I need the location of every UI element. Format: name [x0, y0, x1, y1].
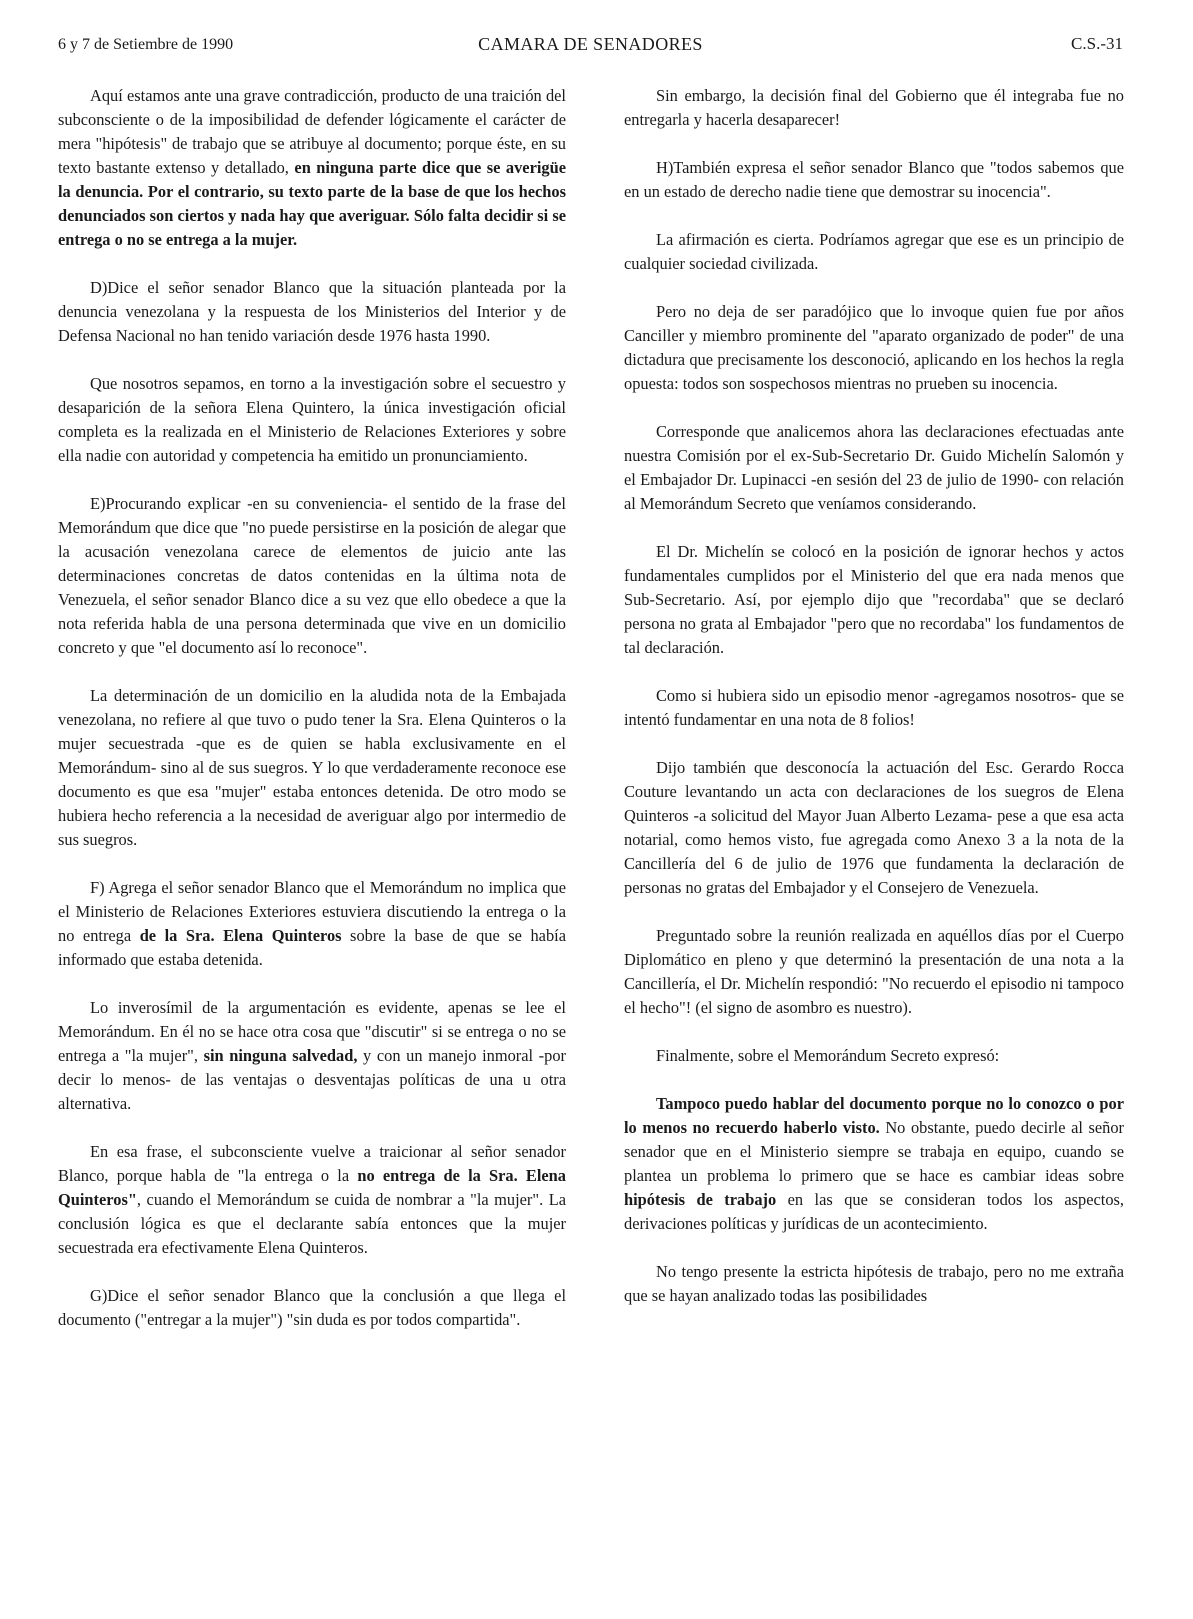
text-run: Que nosotros sepamos, en torno a la investigación sobre el secuestro y desaparición de la señora Elena Quintero, la única investigación oficial completa es la realizada en el Ministerio de Relaciones Exteriores y sobre ella nadie con autoridad y competencia ha emitido un pronunciamiento.: [58, 374, 566, 465]
paragraph: [624, 1044, 1124, 1068]
paragraph: [624, 420, 1124, 516]
page-header: [58, 34, 1123, 58]
bold-text-run: sin ninguna salvedad,: [203, 1046, 358, 1065]
text-run: Sin embargo, la decisión final del Gobierno que él integraba fue no entregarla y hacerla desaparecer!: [624, 86, 1124, 129]
text-run: Dijo también que desconocía la actuación del Esc. Gerardo Rocca Couture levantando un acta con declaraciones de los suegros de Elena Quinteros -a solicitud del Mayor Juan Alberto Lezama- pese a que esa acta notarial, como hemos visto, fue agregada como Anexo 3 a la nota de la Cancillería del 6 de julio de 1976 que fundamenta la declaración de personas no gratas del Embajador y el Consejero de Venezuela.: [624, 758, 1124, 897]
bold-text-run: Tampoco puedo hablar del documento porque no lo conozco o por lo menos no recuerdo haberlo visto.: [624, 1094, 1124, 1137]
text-run: Finalmente, sobre el Memorándum Secreto expresó:: [656, 1046, 1000, 1065]
bold-text-run: hipótesis de trabajo: [624, 1190, 777, 1209]
text-run: El Dr. Michelín se colocó en la posición de ignorar hechos y actos fundamentales cumplidos por el Ministerio del que era nada menos que Sub-Secretario. Así, por ejemplo dijo que "recordaba" que se declaró persona no grata al Embajador "pero que no recordaba" los fundamentos de tal declaración.: [624, 542, 1124, 657]
text-run: Corresponde que analicemos ahora las declaraciones efectuadas ante nuestra Comisión por el ex-Sub-Secretario Dr. Guido Michelín Salomón y el Embajador Dr. Lupinacci -en sesión del 23 de julio de 1990- con relación al Memorándum Secreto que veníamos considerando.: [624, 422, 1124, 513]
text-run: La afirmación es cierta. Podríamos agregar que ese es un principio de cualquier sociedad civilizada.: [624, 230, 1124, 273]
text-run: No tengo presente la estricta hipótesis de trabajo, pero no me extraña que se hayan analizado todas las posibilidades: [624, 1262, 1124, 1305]
text-run: , cuando el Memorándum se cuida de nombrar a "la mujer". La conclusión lógica es que el declarante sabía entonces que la mujer secuestrada era efectivamente Elena Quinteros.: [58, 1190, 566, 1257]
paragraph: [624, 924, 1124, 1020]
text-run: y con un manejo inmoral -por decir lo menos- de las ventajas o desventajas políticas de una u otra alternativa.: [58, 1046, 566, 1113]
text-run: G)Dice el señor senador Blanco que la conclusión a que llega el documento ("entregar a la mujer") "sin duda es por todos compartida".: [58, 1286, 566, 1329]
paragraph: [624, 756, 1124, 900]
paragraph: [58, 372, 566, 468]
paragraph: [624, 84, 1124, 132]
paragraph: [624, 300, 1124, 396]
paragraph: [58, 996, 566, 1116]
text-run: Preguntado sobre la reunión realizada en aquéllos días por el Cuerpo Diplomático en pleno y que determinó la presentación de una nota a la Cancillería, el Dr. Michelín respondió: "No recuerdo el episodio ni tampoco el hecho"! (el signo de asombro es nuestro).: [624, 926, 1124, 1017]
text-run: E)Procurando explicar -en su conveniencia- el sentido de la frase del Memorándum que dice que "no puede persistirse en la posición de alegar que la acusación venezolana carece de elementos de juicio ante las determinaciones concretas de datos contenidas en la última nota de Venezuela, el señor senador Blanco dice a su vez que ello obedece a que la nota referida habla de una persona determinada que vive en un domicilio concreto y que "el documento así lo reconoce".: [58, 494, 566, 657]
header-page-number: C.S.-31: [1071, 34, 1123, 53]
text-run: Lo inverosímil de la argumentación es evidente, apenas se lee el Memorándum. En él no se hace otra cosa que "discutir" si se entrega o no se entrega a "la mujer",: [58, 998, 566, 1065]
paragraph: [58, 276, 566, 348]
header-title: CAMARA DE SENADORES: [478, 34, 703, 54]
paragraph: [58, 1284, 566, 1332]
paragraph: [58, 84, 566, 252]
paragraph: [58, 492, 566, 660]
text-run: Como si hubiera sido un episodio menor -agregamos nosotros- que se intentó fundamentar en una nota de 8 folios!: [624, 686, 1124, 729]
text-run: Aquí estamos ante una grave contradicción, producto de una traición del subconsciente o de la imposibilidad de defender lógicamente el carácter de mera "hipótesis" de trabajo que se atribuye al documento; porque éste, en su texto bastante extenso y detallado,: [58, 86, 566, 177]
left-column: [58, 84, 566, 1356]
text-run: F) Agrega el señor senador Blanco que el Memorándum no implica que el Ministerio de Relaciones Exteriores estuviera discutiendo la entrega o la no entrega: [58, 878, 566, 945]
paragraph: [624, 156, 1124, 204]
text-run: En esa frase, el subconsciente vuelve a traicionar al señor senador Blanco, porque habla de "la entrega o la: [58, 1142, 566, 1185]
text-run: H)También expresa el señor senador Blanco que "todos sabemos que en un estado de derecho nadie tiene que demostrar su inocencia".: [624, 158, 1124, 201]
paragraph: [624, 228, 1124, 276]
paragraph: [624, 540, 1124, 660]
text-run: en las que se consideran todos los aspectos, derivaciones políticas y jurídicas de un acontecimiento.: [624, 1190, 1124, 1233]
text-run: La determinación de un domicilio en la aludida nota de la Embajada venezolana, no refiere al que tuvo o pudo tener la Sra. Elena Quinteros o la mujer secuestrada -que es de quien se habla exclusivamente en el Memorándum- sino al de sus suegros. Y lo que verdaderamente reconoce ese documento es que esa "mujer" estaba entonces detenida. De otro modo se hubiera hecho referencia a la necesidad de averiguar algo por intermedio de sus suegros.: [58, 686, 566, 849]
text-run: D)Dice el señor senador Blanco que la situación planteada por la denuncia venezolana y la respuesta de los Ministerios del Interior y de Defensa Nacional no han tenido variación desde 1976 hasta 1990.: [58, 278, 566, 345]
paragraph: [58, 1140, 566, 1260]
bold-text-run: en ninguna parte dice que se averigüe la denuncia. Por el contrario, su texto parte de la base de que los hechos denunciados son ciertos y nada hay que averiguar. Sólo falta decidir si se entrega o no se entrega a la mujer.: [58, 158, 566, 249]
bold-text-run: no entrega de la Sra. Elena Quinteros": [58, 1166, 566, 1209]
text-run: Pero no deja de ser paradójico que lo invoque quien fue por años Canciller y miembro prominente del "aparato organizado de poder" de una dictadura que precisamente los desconoció, aplicando en los hechos la regla opuesta: todos son sospechosos mientras no prueben su inocencia.: [624, 302, 1124, 393]
paragraph: [624, 684, 1124, 732]
paragraph: [58, 684, 566, 852]
paragraph: [624, 1092, 1124, 1236]
paragraph: [624, 1260, 1124, 1308]
header-date: 6 y 7 de Setiembre de 1990: [58, 36, 234, 53]
paragraph: [58, 876, 566, 972]
text-run: sobre la base de que se había informado que estaba detenida.: [58, 926, 566, 969]
text-run: No obstante, puedo decirle al señor senador que en el Ministerio siempre se trabaja en equipo, cuando se plantea un problema lo primero que se hace es cambiar ideas sobre: [624, 1118, 1124, 1185]
right-column: [624, 84, 1124, 1332]
bold-text-run: de la Sra. Elena Quinteros: [139, 926, 342, 945]
